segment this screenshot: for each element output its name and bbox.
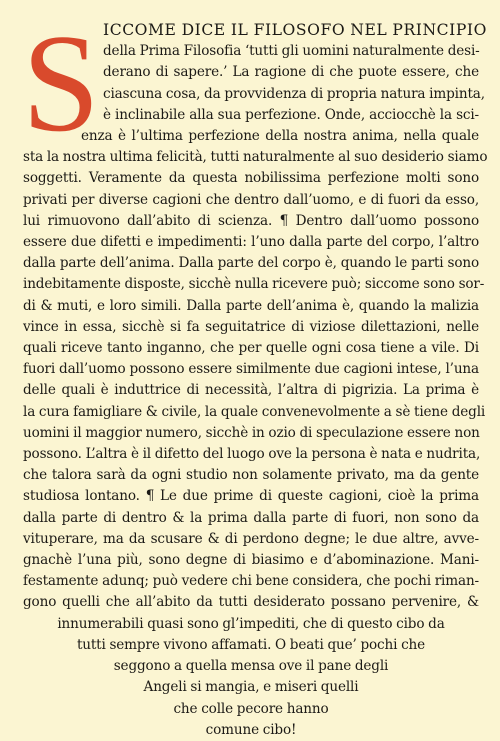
text-line: possono. L’altra è il difetto del luogo ove la persona è nata e nudrita, [23,446,481,463]
text-line: vince in essa, sicchè si fa seguitatrice di viziose dilettazioni, nelle [23,318,479,335]
text-line: che talora sarà da ogni studio non solamente privato, ma da gente [23,467,479,484]
text-line: lui rimuovono dall’abito di scienza. ¶ Dentro dall’uomo possono [23,212,479,229]
text-line: innumerabili quasi sono gl’impediti, che di questo cibo da [57,615,445,632]
text-line: dalla parte dell’anima. Dalla parte del corpo è, quando le parti sono [23,255,479,272]
text-line: soggetti. Veramente da questa nobilissima perfezione molti sono [23,170,479,187]
text-line: seggono a quella mensa ove il pane degli [113,658,389,675]
text-line: fuori dall’uomo possono essere similmente due cagioni intese, l’una [23,361,479,378]
text-line: delle quali è induttrice di necessità, l’altra di pigrizia. La prima è [23,382,479,399]
text-line: privati per diverse cagioni che dentro dall’uomo, e di fuori da esso, [23,191,479,208]
illuminated-initial: S [22,6,100,161]
text-line: vituperare, ma da scusare & di perdono degne; le due altre, avve- [23,530,479,547]
text-line: indebitamente disposte, sicchè nulla ricevere può; siccome sono sor- [23,276,485,293]
text-line: è inclinabile alla sua perfezione. Onde, acciocchè la sci- [103,106,479,123]
text-line: comune cibo! [205,721,297,738]
text-line: enza è l’ultima perfezione della nostra anima, nella quale [81,128,479,145]
text-line: la cura famigliare & civile, la quale convenevolmente a sè tiene degli [23,403,486,420]
text-line: studiosa lontano. ¶ Le due prime di queste cagioni, cioè la prima [23,488,479,505]
text-line: gono quelli che all’abito da tutti desiderato possano pervenire, & [23,594,479,611]
text-line: tutti sempre vivono affamati. O beati que’ pochi che [76,636,426,653]
text-line: festamente adunq; può vedere chi bene considera, che pochi riman- [23,573,479,590]
text-line: ICCOME DICE IL FILOSOFO NEL PRINCIPIO [103,21,487,39]
text-line: ciascuna cosa, da provvidenza di propria natura impinta, [103,85,485,102]
text-line: essere due difetti e impedimenti: l’uno dalla parte del corpo, l’altro [23,234,479,251]
body-text [23,20,488,741]
text-line: derano di sapere.’ La ragione di che puote essere, che [103,64,479,81]
text-line: dalla parte di dentro & la prima dalla parte di fuori, non sono da [23,509,479,526]
text-line: della Prima Filosofia ‘tutti gli uomini naturalmente desi- [103,43,480,60]
text-line: quali riceve tanto inganno, che per quelle ogni cosa tiene a vile. Di [23,340,479,357]
text-line: Angeli si mangia, e miseri quelli [143,679,359,696]
text-line: uomini il maggior numero, sicchè in ozio di speculazione essere non [23,424,480,441]
text-line: che colle pecore hanno [173,700,329,717]
text-line: sta la nostra ultima felicità, tutti naturalmente al suo desiderio siamo [23,149,488,166]
text-line: gnachè l’una più, sono degne di biasimo e d’abominazione. Mani- [23,552,479,569]
text-line: di & muti, e loro simili. Dalla parte dell’anima è, quando la malizia [23,297,479,314]
